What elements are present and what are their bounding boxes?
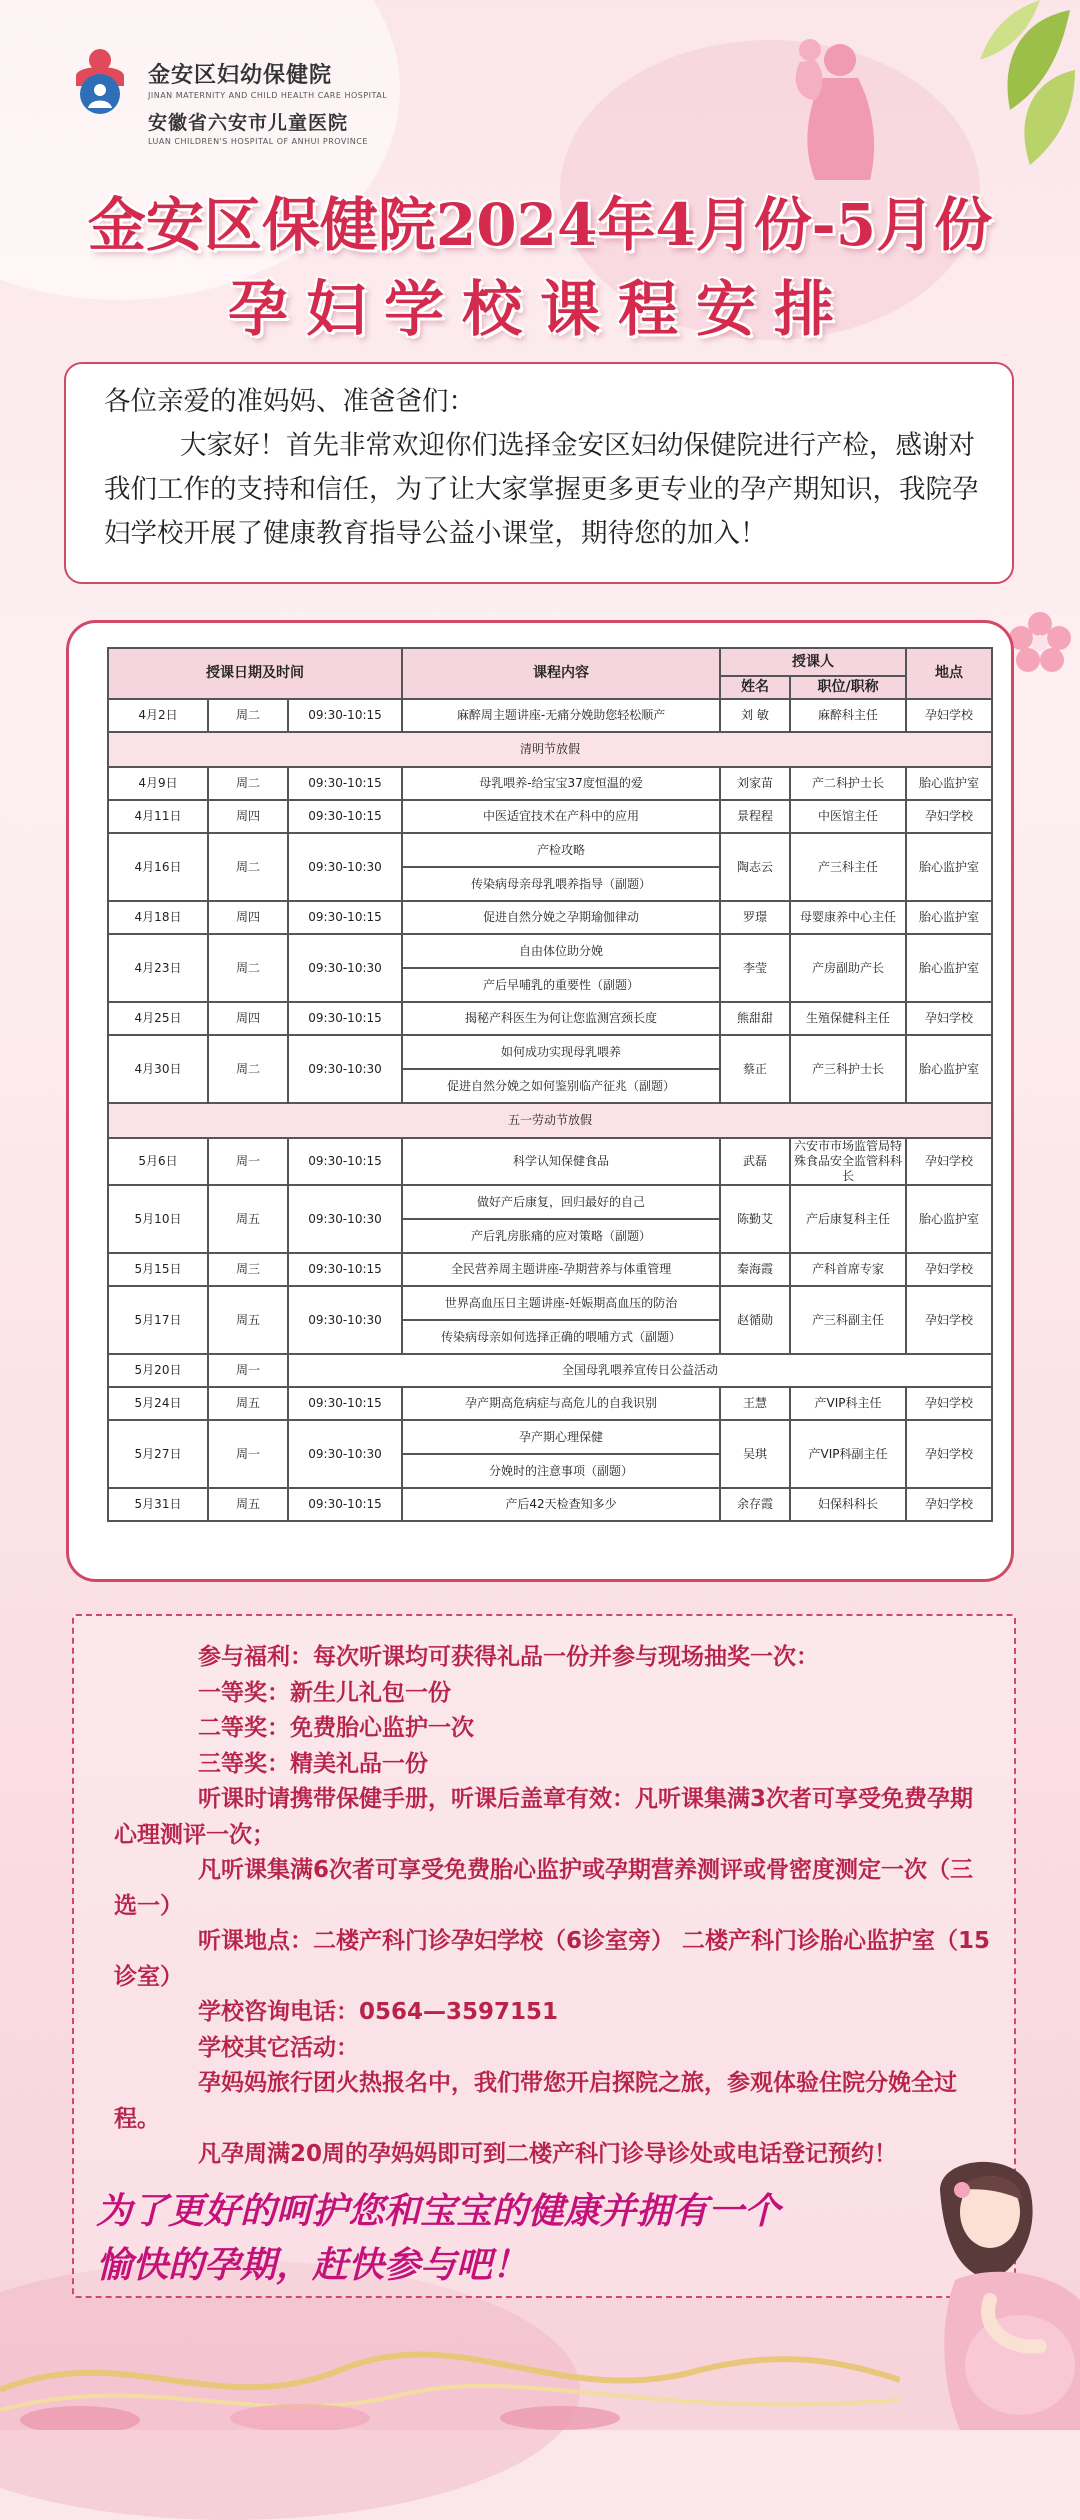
cell-location: 胎心监护室 (906, 767, 992, 800)
cell-location: 孕妇学校 (906, 699, 992, 732)
cell-location: 孕妇学校 (906, 800, 992, 833)
cell-weekday: 周五 (208, 1185, 288, 1253)
cell-location: 胎心监护室 (906, 1185, 992, 1253)
cell-date: 5月31日 (108, 1488, 208, 1521)
cell-name: 熊甜甜 (720, 1002, 790, 1035)
benefits-six-times: 凡听课集满6次者可享受免费胎心监护或孕期营养测评或骨密度测定一次（三选一） (114, 1857, 974, 1919)
table-row (108, 1387, 992, 1420)
cell-time: 09:30-10:30 (288, 1185, 402, 1253)
cell-weekday: 周四 (208, 800, 288, 833)
cell-date: 4月25日 (108, 1002, 208, 1035)
holiday-row (108, 732, 992, 767)
cell-name: 陈勤艾 (720, 1185, 790, 1253)
cell-location: 孕妇学校 (906, 1138, 992, 1185)
cell-location: 胎心监护室 (906, 934, 992, 1002)
cell-course: 产后42天检查知多少 (402, 1488, 720, 1521)
table-row (108, 1253, 992, 1286)
cell-location: 孕妇学校 (906, 1420, 992, 1488)
cell-weekday: 周一 (208, 1354, 288, 1387)
leaf-decoration-icon (920, 0, 1080, 190)
event-row (108, 1354, 992, 1387)
cell-name: 秦海霞 (720, 1253, 790, 1286)
cell-time: 09:30-10:15 (288, 901, 402, 934)
cell-course: 全民营养周主题讲座-孕期营养与体重管理 (402, 1253, 720, 1286)
benefits-phone: 学校咨询电话：0564—3597151 (198, 1999, 559, 2025)
cell-course: 世界高血压日主题讲座-妊娠期高血压的防治 (402, 1286, 720, 1320)
cell-time: 09:30-10:15 (288, 800, 402, 833)
intro-body: 大家好！首先非常欢迎你们选择金安区妇幼保健院进行产检，感谢对我们工作的支持和信任，为了让大家掌握更多更专业的孕产期知识，我院孕妇学校开展了健康教育指导公益小课堂，期待您的加入！ (104, 430, 979, 549)
table-row (108, 1185, 992, 1219)
cell-course: 分娩时的注意事项（副题） (402, 1454, 720, 1488)
cell-time: 09:30-10:30 (288, 833, 402, 901)
header-content: 课程内容 (402, 648, 720, 699)
schedule-table-header (108, 648, 992, 699)
header-name: 姓名 (720, 676, 790, 699)
table-row (108, 1002, 992, 1035)
cell-position: 产三科主任 (790, 833, 906, 901)
cell-course: 传染病母亲母乳喂养指导（副题） (402, 867, 720, 901)
cell-course: 揭秘产科医生为何让您监测宫颈长度 (402, 1002, 720, 1035)
cell-name: 刘家苗 (720, 767, 790, 800)
header-position: 职位/职称 (790, 676, 906, 699)
cell-location: 孕妇学校 (906, 1488, 992, 1521)
benefits-tour: 孕妈妈旅行团火热报名中，我们带您开启探院之旅，参观体验住院分娩全过程。 (114, 2070, 957, 2132)
prize-first: 一等奖：新生儿礼包一份 (198, 1679, 451, 1706)
cell-position: 麻醉科主任 (790, 699, 906, 732)
table-row (108, 934, 992, 968)
cell-name: 李莹 (720, 934, 790, 1002)
cell-location: 孕妇学校 (906, 1253, 992, 1286)
cell-course: 传染病母亲如何选择正确的喂哺方式（副题） (402, 1320, 720, 1354)
org-name: 金安区妇幼保健院 (148, 63, 333, 88)
table-row (108, 699, 992, 732)
hospital-logo-icon (70, 46, 130, 122)
cell-course: 麻醉周主题讲座-无痛分娩助您轻松顺产 (402, 699, 720, 732)
cell-time: 09:30-10:30 (288, 1420, 402, 1488)
cell-time: 09:30-10:15 (288, 1488, 402, 1521)
cell-weekday: 周三 (208, 1253, 288, 1286)
prize-third: 三等奖：精美礼品一份 (198, 1750, 428, 1777)
org2-name-en: LUAN CHILDREN'S HOSPITAL OF ANHUI PROVINCE (148, 137, 368, 146)
cell-name: 罗璟 (720, 901, 790, 934)
cell-time: 09:30-10:15 (288, 699, 402, 732)
cell-name: 余存霞 (720, 1488, 790, 1521)
cell-course: 产后乳房胀痛的应对策略（副题） (402, 1219, 720, 1253)
table-row (108, 1035, 992, 1069)
cell-course: 产检攻略 (402, 833, 720, 867)
cell-time: 09:30-10:30 (288, 1035, 402, 1103)
cell-position: 母婴康养中心主任 (790, 901, 906, 934)
cell-weekday: 周二 (208, 767, 288, 800)
cell-event: 全国母乳喂养宣传日公益活动 (288, 1354, 992, 1387)
cell-position: 产科首席专家 (790, 1253, 906, 1286)
cell-location: 孕妇学校 (906, 1387, 992, 1420)
cell-course: 做好产后康复，回归最好的自己 (402, 1185, 720, 1219)
cell-position: 产三科副主任 (790, 1286, 906, 1354)
cell-date: 4月30日 (108, 1035, 208, 1103)
holiday-cell: 五一劳动节放假 (108, 1103, 992, 1138)
cell-date: 5月20日 (108, 1354, 208, 1387)
cell-time: 09:30-10:15 (288, 1253, 402, 1286)
cell-name: 刘 敏 (720, 699, 790, 732)
cell-name: 吴琪 (720, 1420, 790, 1488)
slogan-line1: 为了更好的呵护您和宝宝的健康并拥有一个 (96, 2191, 781, 2232)
cell-course: 孕产期高危病症与高危儿的自我识别 (402, 1387, 720, 1420)
table-row (108, 1420, 992, 1454)
schedule-card (66, 620, 1014, 1582)
cell-location: 胎心监护室 (906, 833, 992, 901)
cell-weekday: 周五 (208, 1387, 288, 1420)
cell-time: 09:30-10:15 (288, 767, 402, 800)
slogan-line2: 愉快的孕期，赶快参与吧！ (96, 2245, 529, 2286)
cell-weekday: 周二 (208, 833, 288, 901)
cell-time: 09:30-10:15 (288, 1138, 402, 1185)
cell-course: 科学认知保健食品 (402, 1138, 720, 1185)
header-datetime: 授课日期及时间 (108, 648, 402, 699)
cell-location: 胎心监护室 (906, 901, 992, 934)
cell-location: 胎心监护室 (906, 1035, 992, 1103)
org2-name: 安徽省六安市儿童医院 (148, 112, 349, 134)
cell-weekday: 周五 (208, 1286, 288, 1354)
cell-date: 4月18日 (108, 901, 208, 934)
cell-date: 4月23日 (108, 934, 208, 1002)
cell-position: 生殖保健科主任 (790, 1002, 906, 1035)
intro-greeting: 各位亲爱的准妈妈、准爸爸们： (104, 386, 475, 417)
cell-date: 5月6日 (108, 1138, 208, 1185)
cell-position: 产房副助产长 (790, 934, 906, 1002)
cell-position: 妇保科科长 (790, 1488, 906, 1521)
cell-weekday: 周二 (208, 699, 288, 732)
cell-date: 4月2日 (108, 699, 208, 732)
cell-date: 4月9日 (108, 767, 208, 800)
benefits-other-title: 学校其它活动： (198, 2034, 359, 2061)
cell-course: 中医适宜技术在产科中的应用 (402, 800, 720, 833)
cell-course: 促进自然分娩之孕期瑜伽律动 (402, 901, 720, 934)
cell-weekday: 周五 (208, 1488, 288, 1521)
mother-child-silhouette-icon (770, 30, 920, 180)
cell-position: 产二科护士长 (790, 767, 906, 800)
table-row (108, 800, 992, 833)
cell-date: 5月17日 (108, 1286, 208, 1354)
cell-position: 中医馆主任 (790, 800, 906, 833)
table-row (108, 767, 992, 800)
cell-weekday: 周一 (208, 1138, 288, 1185)
cell-time: 09:30-10:15 (288, 1002, 402, 1035)
table-row (108, 1138, 992, 1185)
cell-weekday: 周二 (208, 1035, 288, 1103)
header-lecturer: 授课人 (720, 648, 906, 676)
cell-course: 自由体位助分娩 (402, 934, 720, 968)
cell-date: 5月10日 (108, 1185, 208, 1253)
holiday-row (108, 1103, 992, 1138)
cell-position: 六安市市场监管局特殊食品安全监管科科长 (790, 1138, 906, 1185)
cell-position: 产三科护士长 (790, 1035, 906, 1103)
header-location: 地点 (906, 648, 992, 699)
page-title: 金安区保健院2024年4月份-5月份 (87, 191, 993, 259)
benefits-location: 听课地点：二楼产科门诊孕妇学校（6诊室旁） 二楼产科门诊胎心监护室（15诊室） (114, 1928, 991, 1990)
cell-weekday: 周四 (208, 1002, 288, 1035)
page-subtitle: 孕妇学校课程安排 (228, 275, 852, 345)
cell-name: 蔡正 (720, 1035, 790, 1103)
organization-block (148, 58, 387, 146)
cell-weekday: 周二 (208, 934, 288, 1002)
cell-position: 产后康复科主任 (790, 1185, 906, 1253)
cell-course: 如何成功实现母乳喂养 (402, 1035, 720, 1069)
cell-date: 5月15日 (108, 1253, 208, 1286)
cell-location: 孕妇学校 (906, 1286, 992, 1354)
ribbon-decoration-icon (0, 2300, 900, 2430)
benefits-stamp-note: 听课时请携带保健手册，听课后盖章有效：凡听课集满3次者可享受免费孕期心理测评一次； (114, 1786, 974, 1848)
cell-date: 5月24日 (108, 1387, 208, 1420)
benefits-appointment: 凡孕周满20周的孕妈妈即可到二楼产科门诊导诊处或电话登记预约！ (198, 2141, 898, 2167)
cell-time: 09:30-10:30 (288, 1286, 402, 1354)
cell-weekday: 周四 (208, 901, 288, 934)
cell-name: 赵循勋 (720, 1286, 790, 1354)
cell-course: 产后早哺乳的重要性（副题） (402, 968, 720, 1002)
cell-name: 武磊 (720, 1138, 790, 1185)
cell-time: 09:30-10:30 (288, 934, 402, 1002)
cell-name: 景程程 (720, 800, 790, 833)
cell-position: 产VIP科副主任 (790, 1420, 906, 1488)
pregnant-woman-illustration-icon (900, 2150, 1080, 2430)
cell-course: 促进自然分娩之如何鉴别临产征兆（副题） (402, 1069, 720, 1103)
benefits-welfare: 参与福利：每次听课均可获得礼品一份并参与现场抽奖一次： (198, 1644, 819, 1670)
table-row (108, 1286, 992, 1320)
org-name-en: JINAN MATERNITY AND CHILD HEALTH CARE HOSPITAL (148, 91, 388, 100)
cell-time: 09:30-10:15 (288, 1387, 402, 1420)
table-row (108, 833, 992, 867)
cell-date: 5月27日 (108, 1420, 208, 1488)
cell-course: 孕产期心理保健 (402, 1420, 720, 1454)
cell-date: 4月11日 (108, 800, 208, 833)
cell-location: 孕妇学校 (906, 1002, 992, 1035)
cell-weekday: 周一 (208, 1420, 288, 1488)
schedule-table-body (108, 699, 992, 1521)
cell-position: 产VIP科主任 (790, 1387, 906, 1420)
cell-course: 母乳喂养-给宝宝37度恒温的爱 (402, 767, 720, 800)
cell-name: 陶志云 (720, 833, 790, 901)
slogan (96, 2185, 780, 2293)
schedule-table (107, 647, 993, 1522)
holiday-cell: 清明节放假 (108, 732, 992, 767)
table-row (108, 1488, 992, 1521)
cell-name: 王慧 (720, 1387, 790, 1420)
table-row (108, 901, 992, 934)
cell-date: 4月16日 (108, 833, 208, 901)
prize-second: 二等奖：免费胎心监护一次 (198, 1715, 474, 1741)
flower-decoration-icon (1005, 608, 1075, 678)
intro-card (64, 362, 1014, 584)
